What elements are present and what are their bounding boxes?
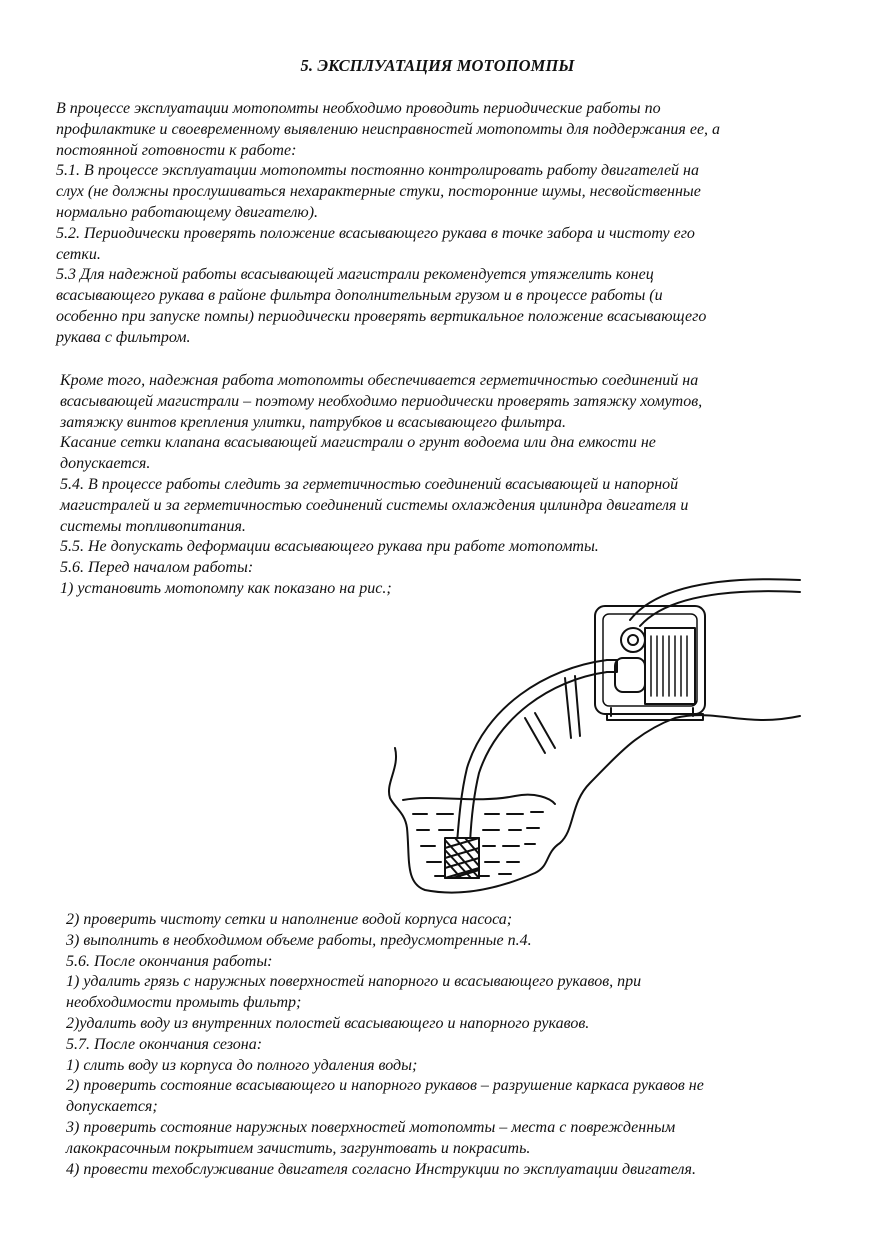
motor-pump: [595, 606, 705, 720]
text-line: слух (не должны прослушиваться нехарактерные стуки, посторонние шумы, несвойственные: [56, 183, 701, 201]
text-line: Кроме того, надежная работа мотопомты обеспечивается герметичностью соединений на: [60, 372, 699, 389]
text-line: профилактике и своевременному выявлению неисправностей мотопомты для поддержания ее, а: [56, 120, 721, 138]
page-title: 5. ЭКСПЛУАТАЦИЯ МОТОПОМПЫ: [300, 56, 575, 75]
text-line: 5.4. В процессе работы следить за герметичностью соединений всасывающей и напорной: [60, 475, 679, 493]
pump-installation-figure: [375, 568, 805, 898]
text-line: всасывающей магистрали – поэтому необходимо периодически проверять затяжку хомутов,: [60, 392, 703, 410]
text-line: 2)удалить воду из внутренних полостей всасывающего и напорного рукавов.: [66, 1014, 590, 1032]
text-line: 5.6. После окончания работы:: [66, 952, 273, 970]
text-line: 5.1. В процессе эксплуатации мотопомты постоянно контролировать работу двигателей на: [56, 162, 699, 180]
text-line: затяжку винтов крепления улитки, патрубков и всасывающего фильтра.: [60, 413, 566, 431]
suction-filter: [445, 838, 479, 878]
sealing-section: [60, 371, 702, 600]
text-line: 3) проверить состояние наружных поверхностей мотопомты – места с поврежденным: [66, 1118, 676, 1136]
text-line: 1) удалить грязь с наружных поверхностей напорного и всасывающего рукавов, при: [66, 973, 642, 991]
text-line: системы топливопитания.: [60, 517, 246, 535]
text-line: постоянной готовности к работе:: [56, 141, 297, 159]
text-line: 3) выполнить в необходимом объеме работы, предусмотренные п.4.: [66, 931, 532, 949]
text-line: 5.2. Периодически проверять положение всасывающего рукава в точке забора и чистоту его: [56, 224, 695, 242]
text-line: магистралей и за герметичностью соединений системы охлаждения цилиндра двигателя и: [60, 496, 689, 514]
text-line: 5.5. Не допускать деформации всасывающего рукава при работе мотопомты.: [60, 538, 599, 556]
text-line: сетки.: [56, 245, 101, 263]
text-line: лакокрасочным покрытием зачистить, загрунтовать и покрасить.: [66, 1139, 531, 1157]
after-work-section: [66, 910, 704, 1180]
text-line: всасывающего рукава в районе фильтра дополнительным грузом и в процессе работы (и: [56, 287, 663, 305]
text-line: 1) установить мотопомпу как показано на рис.;: [60, 579, 392, 597]
text-line: 5.6. Перед началом работы:: [60, 559, 254, 577]
text-line: 5.3 Для надежной работы всасывающей магистрали рекомендуется утяжелить конец: [56, 266, 654, 284]
text-line: необходимости промыть фильтр;: [66, 994, 302, 1012]
text-line: 1) слить воду из корпуса до полного удаления воды;: [66, 1056, 418, 1074]
text-line: допускается.: [60, 455, 151, 473]
text-line: рукава с фильтром.: [56, 328, 191, 346]
text-line: допускается;: [66, 1098, 158, 1116]
discharge-hose: [630, 579, 800, 626]
suction-hose: [457, 660, 607, 843]
text-line: В процессе эксплуатации мотопомты необходимо проводить периодические работы по: [56, 100, 661, 117]
text-line: 2) проверить состояние всасывающего и напорного рукавов – разрушение каркаса рукавов не: [66, 1077, 704, 1095]
text-line: особенно при запуске помпы) периодически проверять вертикальное положение всасывающего: [56, 307, 707, 325]
hose-support: [525, 676, 580, 753]
text-line: 5.7. После окончания сезона:: [66, 1035, 263, 1053]
text-line: нормально работающему двигателю).: [56, 203, 319, 221]
intro-section: [56, 99, 720, 349]
text-line: Касание сетки клапана всасывающей магистрали о грунт водоема или дна емкости не: [60, 434, 656, 452]
text-line: 4) провести техобслуживание двигателя согласно Инструкции по эксплуатации двигателя.: [66, 1160, 696, 1178]
text-line: 2) проверить чистоту сетки и наполнение водой корпуса насоса;: [66, 911, 513, 928]
